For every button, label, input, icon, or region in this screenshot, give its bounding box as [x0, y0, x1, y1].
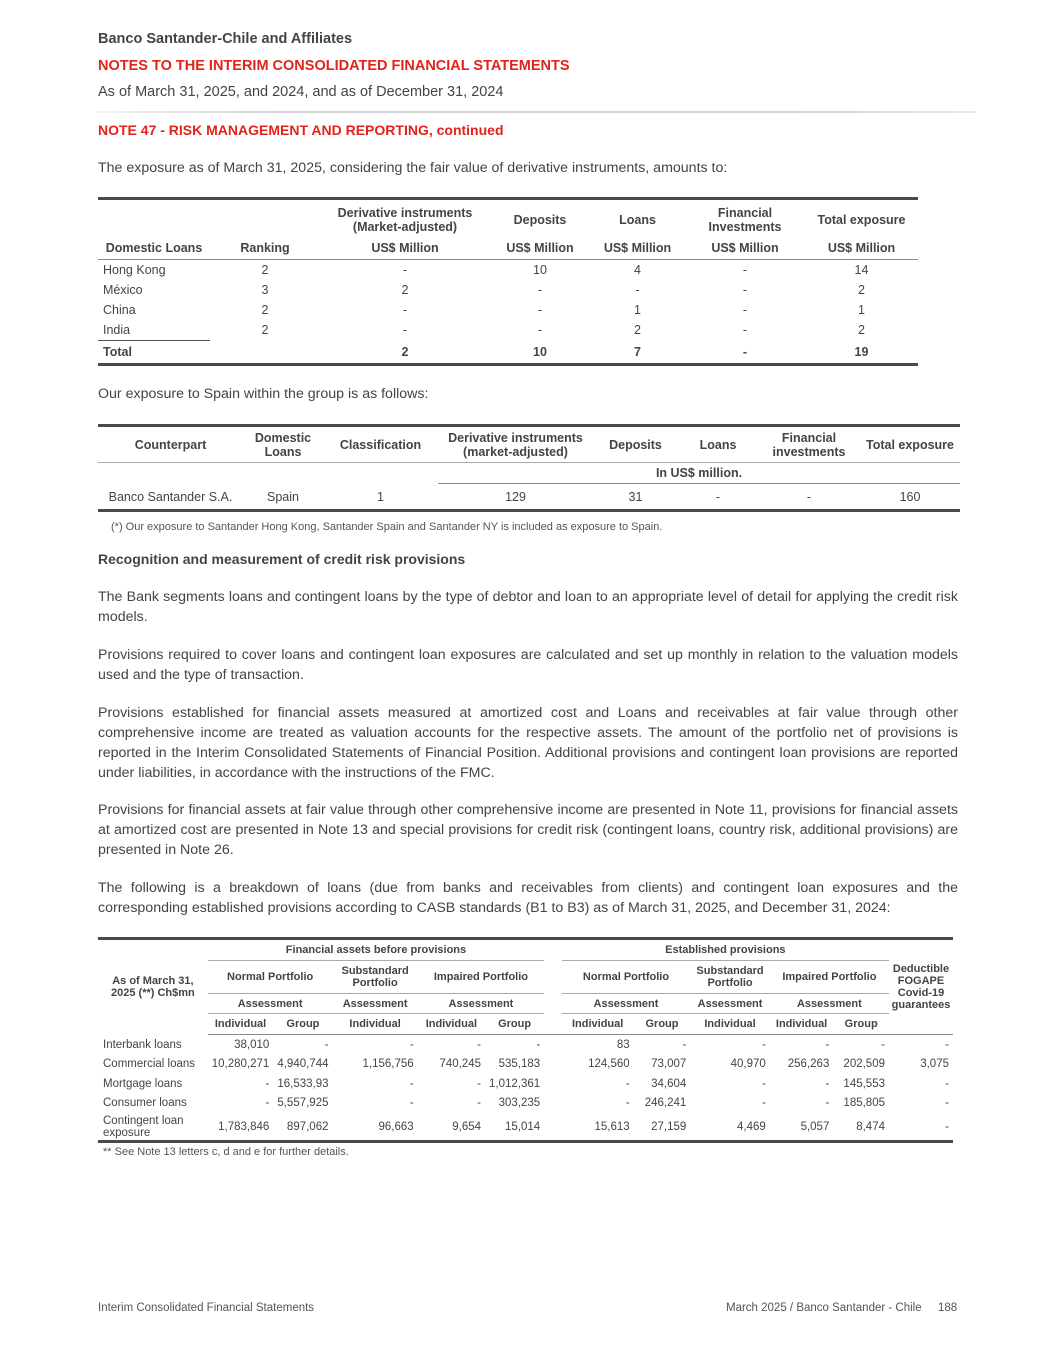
cell: 1,156,756: [362, 1058, 414, 1071]
cell: -: [715, 490, 721, 504]
cell: -: [537, 303, 543, 317]
cell: -: [537, 323, 543, 338]
table-row: [98, 320, 918, 341]
cell: 5,057: [800, 1120, 830, 1133]
paragraph: Provisions required to cover loans and contingent loan exposures are calculated and set up monthly in relation to the valuation models used and the type of transaction.: [98, 647, 958, 683]
col-ranking: Ranking: [210, 237, 320, 260]
cell: 83: [616, 1038, 630, 1051]
cell: -: [402, 263, 408, 277]
col-derivatives: Derivative instruments (Market-adjusted): [337, 206, 473, 234]
table-row: [98, 1113, 953, 1142]
paragraph: Provisions established for financial assets measured at amortized cost and Loans and receivables at fair value through other comprehensive income are treated as valuation accounts for the respective assets. The amount of the portfolio net of provisions is reported in the Interim Consolidated Statements of Financial Position. Additional provisions and contingent loan provisions are reported under liabilities, in accordance with the instructions of the FMC.: [98, 705, 958, 781]
cell: 1: [377, 489, 384, 504]
cell: -: [742, 283, 748, 297]
cell: -: [742, 263, 748, 277]
cell: 2: [401, 344, 409, 359]
cell: 1,012,361: [489, 1077, 541, 1090]
col-domestic-loans: Domestic Loans: [243, 426, 323, 463]
cell: 2: [401, 283, 409, 297]
unit-label: US$ Million: [590, 237, 685, 260]
assessment-label: Assessment: [770, 994, 889, 1014]
cell: 10: [533, 344, 547, 359]
cell: -: [536, 1038, 541, 1051]
col-individual: Individual: [333, 1014, 418, 1035]
document-title: NOTES TO THE INTERIM CONSOLIDATED FINANCIAL STATEMENTS: [98, 58, 570, 74]
cell: 34,604: [651, 1077, 687, 1090]
cell: -: [742, 323, 748, 338]
cell: -: [825, 1038, 830, 1051]
cell: -: [945, 1077, 949, 1090]
col-deposits: Deposits: [513, 213, 567, 227]
cell: 256,263: [787, 1058, 830, 1071]
col-deposits: Deposits: [593, 426, 678, 463]
cell: -: [742, 303, 748, 317]
cell: 96,663: [378, 1120, 414, 1133]
exposure-by-country-table: [98, 197, 918, 366]
table-row: [98, 1074, 953, 1094]
group-established-provisions: Established provisions: [562, 939, 889, 961]
cell: -: [635, 283, 640, 297]
cell: -: [402, 303, 408, 317]
paragraph: The following is a breakdown of loans (due from banks and receivables from clients) and contingent loan exposures and the corresponding established provisions according to CASB standards (B1 to B3) as of March 31, 2025, and December 31, 2024:: [98, 880, 958, 916]
cell: 4: [634, 263, 641, 277]
cell: -: [825, 1077, 830, 1090]
row-label: Contingent loan exposure: [103, 1114, 184, 1139]
cell: -: [881, 1038, 885, 1051]
unit-label: US$ Million: [805, 237, 918, 260]
unit-label: US$ Million: [685, 237, 805, 260]
cell: 2: [261, 323, 269, 338]
row-label: Mortgage loans: [103, 1077, 183, 1090]
col-individual: Individual: [208, 1014, 274, 1035]
col-normal-portfolio: Normal Portfolio: [562, 961, 691, 994]
table-row: [98, 484, 960, 511]
cell: 19: [854, 344, 869, 359]
cell: 124,560: [588, 1058, 630, 1071]
intro-spain: Our exposure to Spain within the group is as follows:: [98, 386, 429, 402]
cell: -: [477, 1097, 482, 1110]
cell: 303,235: [498, 1097, 541, 1110]
col-group: Group: [273, 1014, 332, 1035]
cell: -: [761, 1077, 766, 1090]
spain-exposure-table: [98, 424, 960, 512]
cell: 40,970: [730, 1058, 766, 1071]
table-row: [98, 260, 918, 281]
row-label: Consumer loans: [103, 1097, 187, 1110]
cell: -: [625, 1097, 630, 1110]
col-domestic-loans: Domestic Loans: [98, 237, 210, 260]
cell: 9,654: [452, 1120, 482, 1133]
cell: 14: [854, 263, 869, 277]
page-number: 188: [938, 1302, 958, 1314]
paragraph: Provisions for financial assets at fair value through other comprehensive income are presented in Note 11, provisions for financial assets at amortized cost are presented in Note 13 and special provisions for credit risk (contingent loans, country risk, additional provisions) are presented in Note 26.: [98, 802, 958, 858]
col-total-exposure: Total exposure: [860, 426, 960, 463]
group-before-provisions: Financial assets before provisions: [208, 939, 544, 961]
company-name: Banco Santander-Chile and Affiliates: [98, 31, 353, 47]
country-name: India: [103, 323, 131, 337]
assessment-label: Assessment: [418, 994, 544, 1014]
unit-label: US$ Million: [320, 237, 490, 260]
table-row: [98, 1035, 953, 1055]
col-total-exposure: Total exposure: [817, 213, 906, 227]
footer-right: March 2025 / Banco Santander - Chile: [726, 1302, 922, 1314]
cell: 16,533,93: [277, 1077, 329, 1090]
cell: 73,007: [651, 1058, 687, 1071]
cell: 2: [261, 263, 269, 277]
col-group: Group: [833, 1014, 889, 1035]
footnote-note13: ** See Note 13 letters c, d and e for further details.: [103, 1146, 349, 1158]
cell: 15,613: [594, 1120, 630, 1133]
table-row: [98, 300, 918, 320]
table-row: [98, 1055, 953, 1075]
col-loans: Loans: [619, 213, 656, 227]
col-deductible-fogape: Deductible FOGAPE Covid-19 guarantees: [889, 939, 953, 1035]
col-group: Group: [485, 1014, 544, 1035]
cell: -: [742, 344, 748, 359]
cell: 145,553: [843, 1077, 885, 1090]
cell: -: [682, 1038, 687, 1051]
paragraph: The Bank segments loans and contingent loans by the type of debtor and loan to an appropriate level of detail for applying the credit risk models.: [98, 589, 958, 625]
cell: 246,241: [644, 1097, 687, 1110]
cell: 2: [634, 323, 641, 338]
col-substandard-portfolio: Substandard Portfolio: [333, 961, 418, 994]
cell: -: [265, 1077, 270, 1090]
cell: 160: [899, 490, 921, 504]
col-financial-investments: Financial investments: [758, 426, 860, 463]
cell: -: [945, 1120, 949, 1133]
cell: 7: [634, 344, 641, 359]
cell: -: [761, 1097, 766, 1110]
header-divider: [98, 111, 975, 113]
cell: 535,183: [498, 1058, 541, 1071]
col-individual: Individual: [562, 1014, 634, 1035]
cell: 38,010: [234, 1038, 270, 1051]
col-group: Group: [634, 1014, 691, 1035]
country-name: China: [103, 303, 136, 317]
cell: -: [945, 1097, 949, 1110]
cell: 2: [858, 283, 865, 297]
cell: 740,245: [439, 1058, 482, 1071]
row-label: Commercial loans: [103, 1058, 196, 1071]
cell: -: [537, 283, 543, 297]
cell: -: [825, 1097, 830, 1110]
assessment-label: Assessment: [562, 994, 691, 1014]
cell: 129: [505, 490, 526, 504]
section-title: Recognition and measurement of credit risk provisions: [98, 551, 466, 567]
cell: 897,062: [286, 1120, 329, 1133]
note-title: NOTE 47 - RISK MANAGEMENT AND REPORTING, continued: [98, 122, 504, 138]
assessment-label: Assessment: [690, 994, 770, 1014]
cell: 1: [634, 303, 641, 317]
cell: -: [324, 1038, 329, 1051]
cell: 10,280,271: [211, 1058, 270, 1071]
cell: 4,469: [737, 1120, 766, 1133]
unit-label: In US$ million.: [438, 463, 960, 484]
cell: -: [761, 1038, 766, 1051]
cell: -: [625, 1077, 630, 1090]
col-substandard-portfolio: Substandard Portfolio: [690, 961, 770, 994]
col-individual: Individual: [770, 1014, 834, 1035]
cell: -: [409, 1038, 414, 1051]
col-individual: Individual: [690, 1014, 770, 1035]
cell: Spain: [267, 489, 299, 504]
cell: 4,940,744: [277, 1058, 329, 1071]
footer-left: Interim Consolidated Financial Statements: [98, 1302, 315, 1314]
cell: -: [265, 1097, 270, 1110]
cell: 1,783,846: [218, 1120, 270, 1133]
intro-exposure: The exposure as of March 31, 2025, considering the fair value of derivative instruments, amounts to:: [98, 160, 728, 176]
country-name: Hong Kong: [103, 263, 166, 277]
col-counterpart: Counterpart: [98, 426, 243, 463]
provisions-table: [98, 937, 953, 1143]
footnote-spain: (*) Our exposure to Santander Hong Kong, Santander Spain and Santander NY is included as exposure to Spain.: [111, 521, 663, 533]
total-row: [98, 341, 918, 365]
cell: 5,557,925: [277, 1097, 329, 1110]
country-name: México: [103, 283, 143, 297]
cell: -: [945, 1038, 949, 1051]
cell: 27,159: [651, 1120, 687, 1133]
col-normal-portfolio: Normal Portfolio: [208, 961, 333, 994]
cell: 10: [533, 263, 547, 277]
cell: -: [409, 1097, 414, 1110]
col-impaired-portfolio: Impaired Portfolio: [770, 961, 889, 994]
col-impaired-portfolio: Impaired Portfolio: [418, 961, 544, 994]
date-range: As of March 31, 2025, and 2024, and as of December 31, 2024: [98, 84, 504, 100]
col-financial-investments: Financial Investments: [708, 206, 782, 234]
cell: 2: [261, 303, 269, 317]
cell: -: [806, 490, 812, 504]
total-label: Total: [98, 341, 210, 365]
col-derivatives: Derivative instruments (market-adjusted): [438, 426, 593, 463]
row-header: As of March 31, 2025 (**) Ch$mn: [111, 975, 195, 1000]
cell: -: [477, 1038, 482, 1051]
cell: Banco Santander S.A.: [108, 489, 233, 504]
col-individual: Individual: [418, 1014, 485, 1035]
assessment-label: Assessment: [208, 994, 333, 1014]
cell: -: [409, 1077, 414, 1090]
row-label: Interbank loans: [103, 1038, 182, 1051]
cell: 8,474: [856, 1120, 885, 1133]
unit-label: US$ Million: [490, 237, 590, 260]
cell: 185,805: [843, 1097, 885, 1110]
cell: -: [477, 1077, 482, 1090]
table-row: [98, 1094, 953, 1114]
cell: 1: [858, 303, 865, 317]
col-loans: Loans: [678, 426, 758, 463]
assessment-label: Assessment: [333, 994, 418, 1014]
col-classification: Classification: [323, 426, 438, 463]
cell: 3,075: [920, 1058, 949, 1071]
cell: 31: [628, 490, 643, 504]
cell: 2: [858, 323, 865, 338]
cell: 202,509: [843, 1058, 885, 1071]
table-row: [98, 280, 918, 300]
cell: 3: [261, 283, 269, 297]
cell: 15,014: [505, 1120, 541, 1133]
cell: -: [402, 323, 408, 338]
